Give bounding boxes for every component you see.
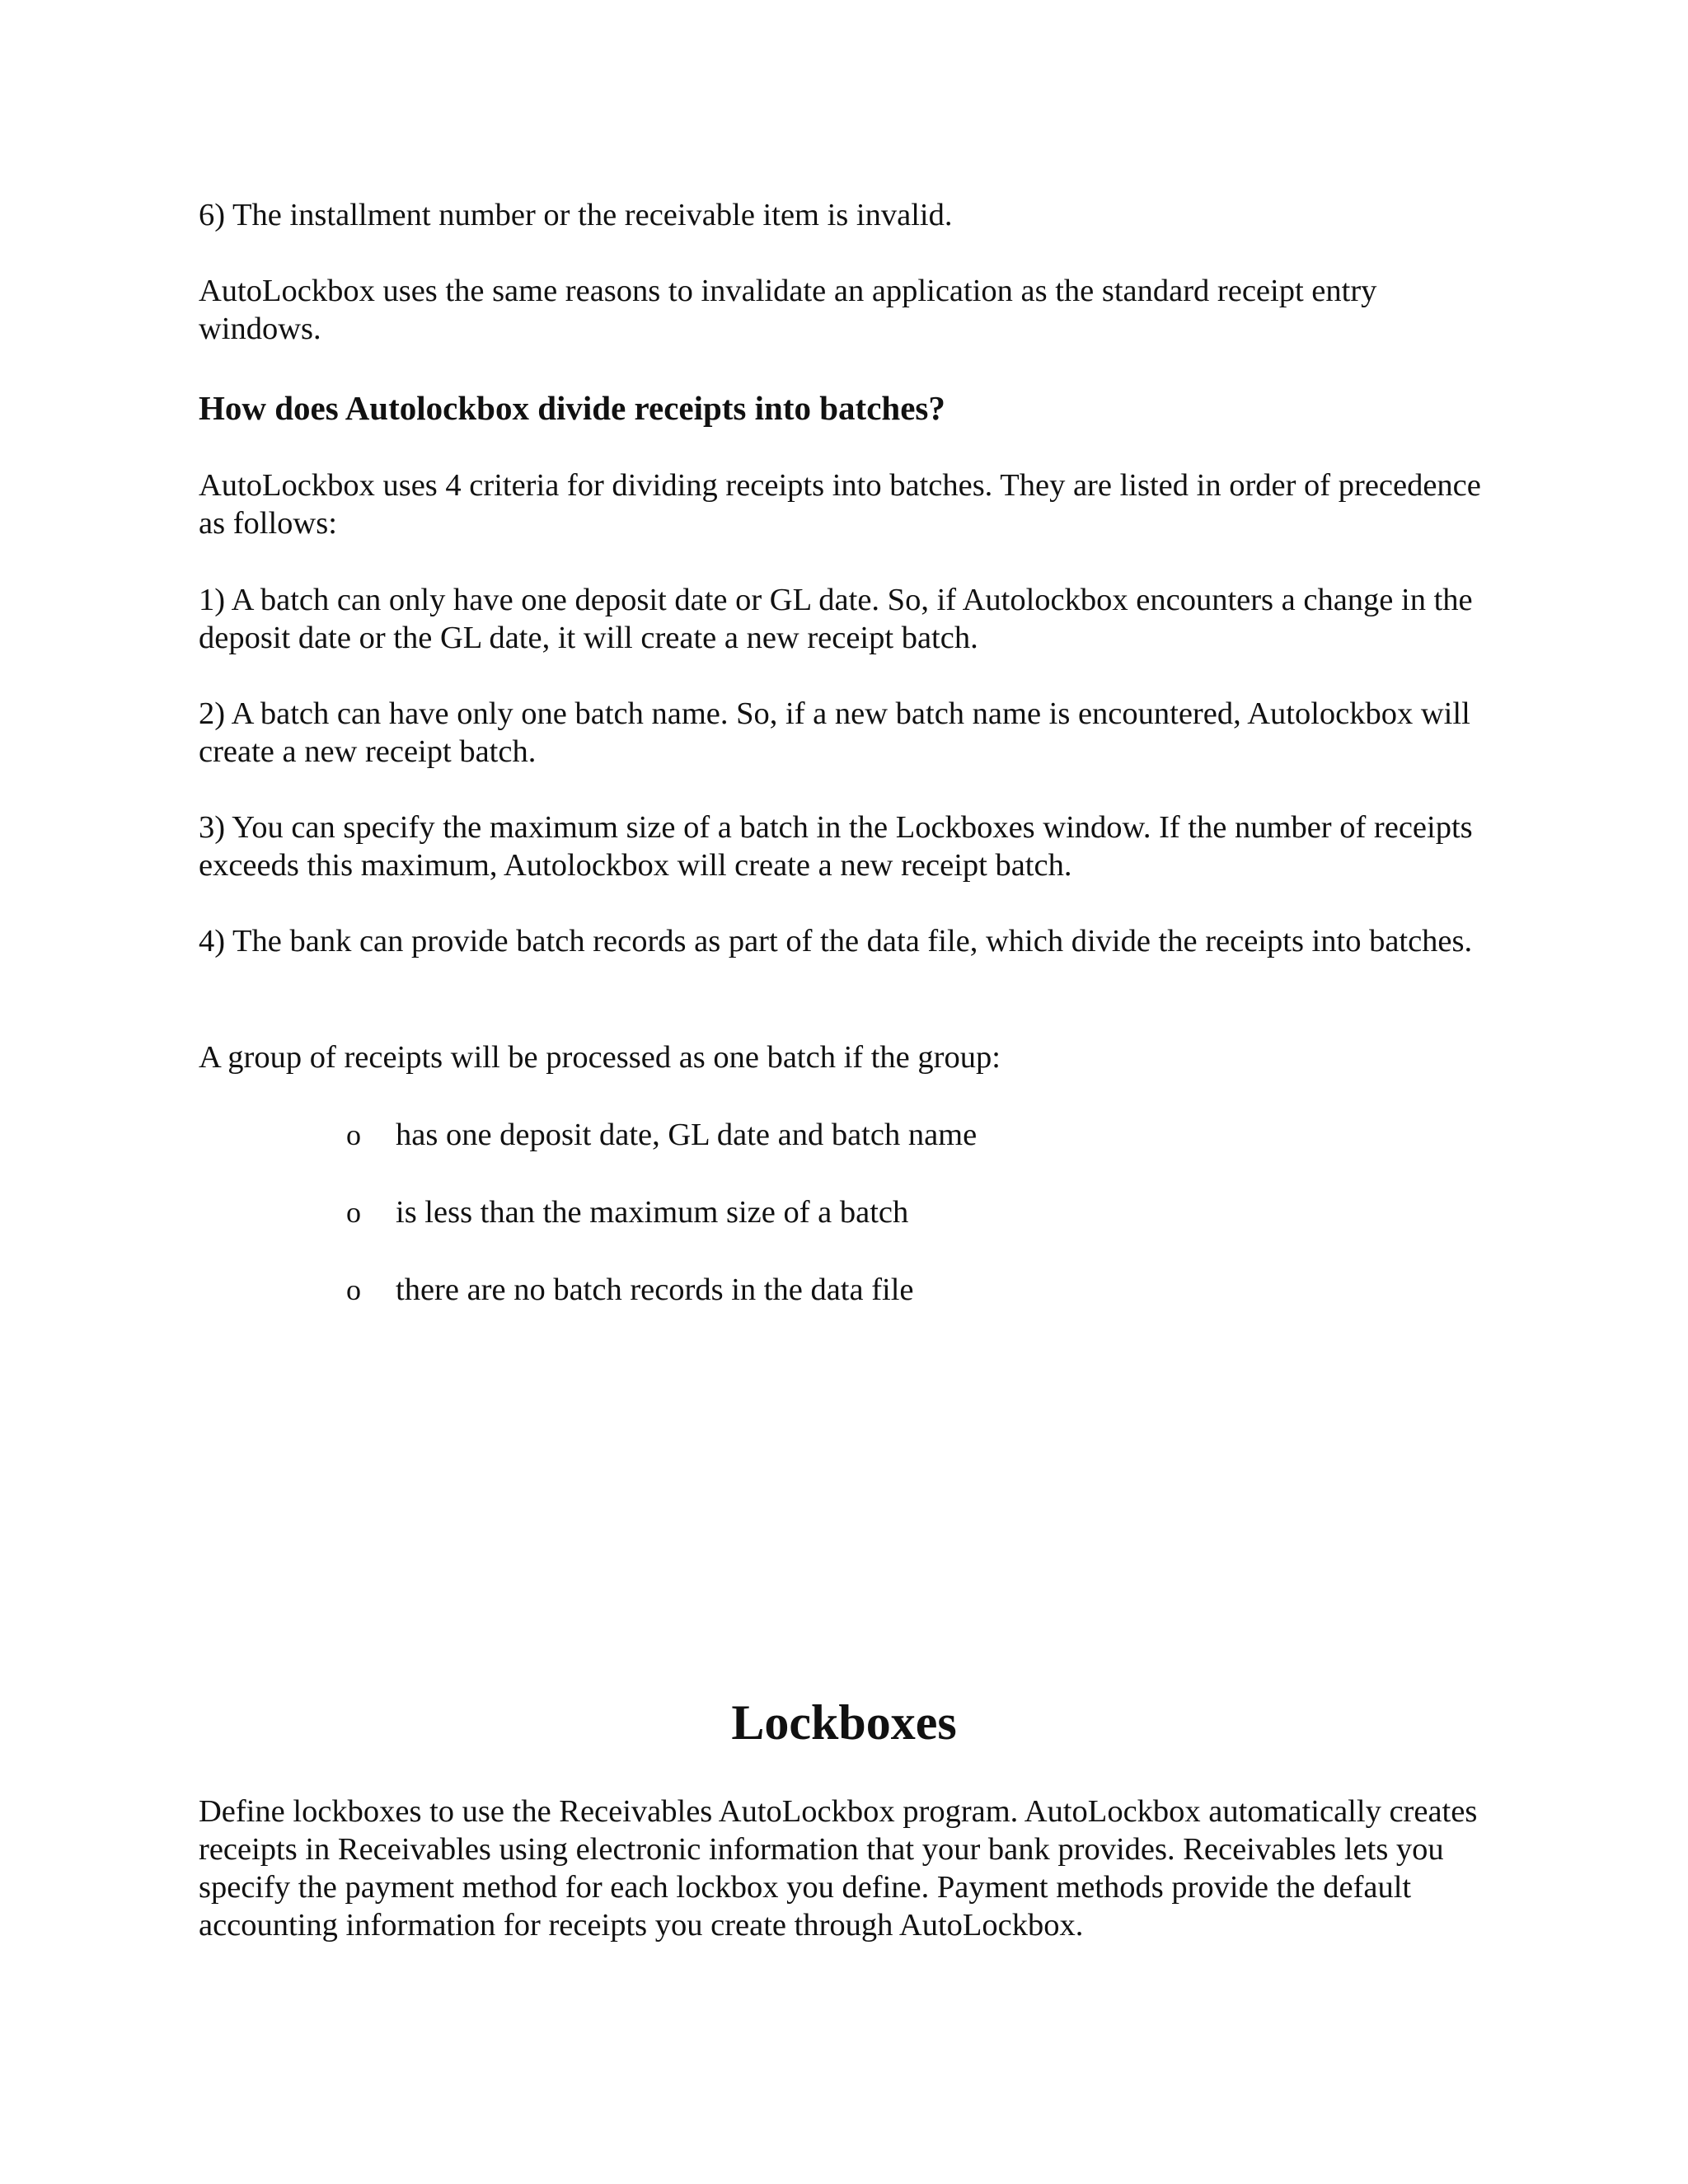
paragraph-invalidate-reasons: AutoLockbox uses the same reasons to invalidate an application as the standard receipt entry windows. <box>199 274 1377 346</box>
paragraph-criteria-intro: AutoLockbox uses 4 criteria for dividing receipts into batches. They are listed in order of precedence as follows: <box>199 468 1481 541</box>
bullet-icon: o <box>346 1196 361 1229</box>
paragraph-lockboxes: Define lockboxes to use the Receivables AutoLockbox program. AutoLockbox automatically creates receipts in Receivables using electronic information that your bank provides. Receivables lets you specify the payment method for each lockbox you define. Payment methods provide the default accounting information for receipts you create through AutoLockbox. <box>199 1794 1478 1943</box>
list-item-text: has one deposit date, GL date and batch name <box>396 1118 978 1152</box>
criteria-item-3: 3) You can specify the maximum size of a batch in the Lockboxes window. If the number of receipts exceeds this maximum, Autolockbox will create a new receipt batch. <box>199 810 1473 883</box>
criteria-item-1: 1) A batch can only have one deposit date or GL date. So, if Autolockbox encounters a change in the deposit date or the GL date, it will create a new receipt batch. <box>199 583 1473 655</box>
criteria-item-2: 2) A batch can have only one batch name. So, if a new batch name is encountered, Autolockbox will create a new receipt batch. <box>199 696 1470 769</box>
list-item <box>0 1269 1688 1310</box>
criteria-item-4: 4) The bank can provide batch records as part of the data file, which divide the receipts into batches. <box>199 924 1473 958</box>
paragraph-group-condition: A group of receipts will be processed as one batch if the group: <box>199 1040 1001 1075</box>
bullet-icon: o <box>346 1273 361 1306</box>
heading-batches: How does Autolockbox divide receipts into batches? <box>199 389 945 427</box>
list-item-text: there are no batch records in the data file <box>396 1272 914 1307</box>
bullet-icon: o <box>346 1118 361 1151</box>
list-item <box>0 1114 1688 1155</box>
list-item <box>0 1192 1688 1233</box>
list-item-text: is less than the maximum size of a batch <box>396 1195 909 1230</box>
heading-lockboxes: Lockboxes <box>731 1695 957 1750</box>
paragraph-item-6: 6) The installment number or the receivable item is invalid. <box>199 198 953 232</box>
